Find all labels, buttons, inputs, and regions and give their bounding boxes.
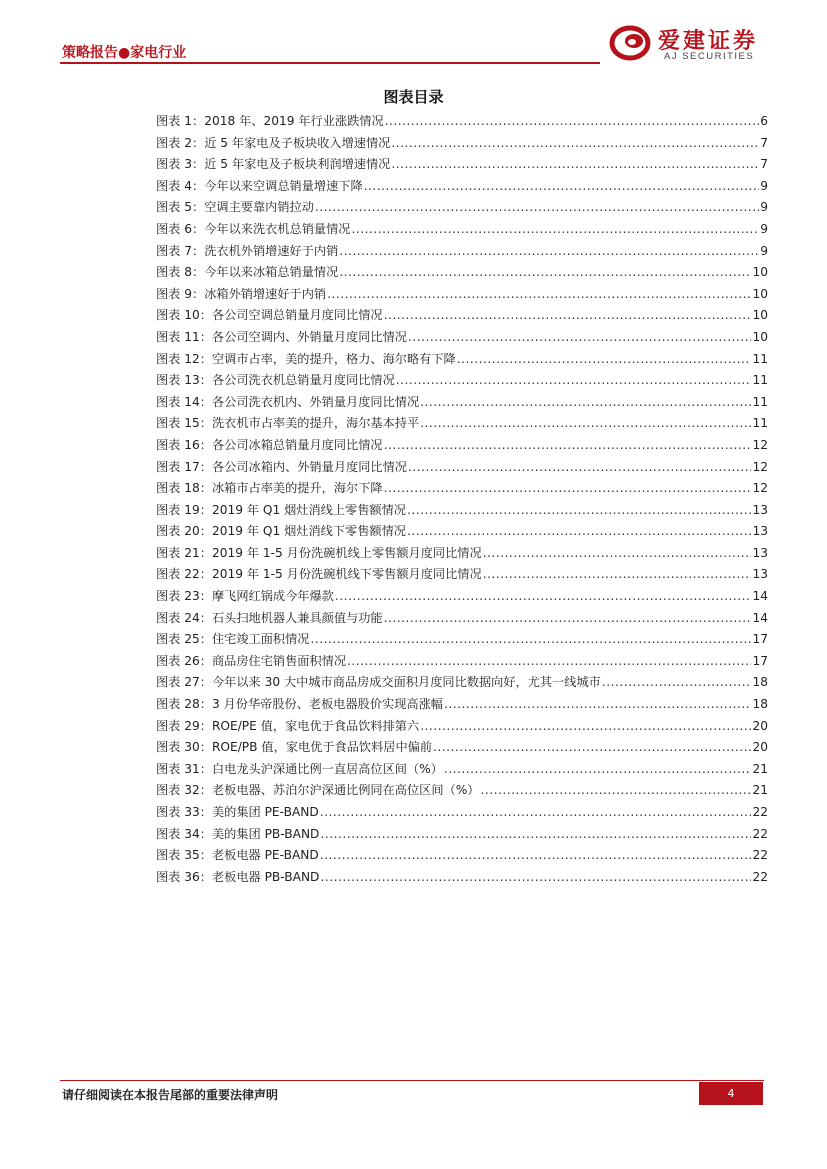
toc-entry-page: 9 — [760, 221, 768, 236]
toc-entry-page: 22 — [752, 826, 768, 841]
toc-leader-dots — [335, 586, 752, 608]
toc-entry[interactable] — [156, 543, 768, 565]
toc-leader-dots — [408, 457, 752, 479]
toc-entry-label: 图表 13：各公司洗衣机总销量月度同比情况 — [156, 373, 395, 388]
toc-leader-dots — [407, 500, 751, 522]
toc-entry-label: 图表 3：近 5 年家电及子板块利润增速情况 — [156, 157, 391, 172]
toc-entry-page: 9 — [760, 243, 768, 258]
toc-entry-page: 7 — [760, 157, 768, 172]
toc-leader-dots — [339, 241, 759, 263]
logo-name-en: AJ SECURITIES — [664, 51, 755, 62]
toc-entry-page: 13 — [752, 545, 768, 560]
toc-leader-dots — [339, 262, 751, 284]
toc-entry-page: 12 — [752, 437, 768, 452]
toc-leader-dots — [407, 521, 751, 543]
toc-entry-label: 图表 4：今年以来空调总销量增速下降 — [156, 178, 363, 193]
toc-leader-dots — [315, 197, 759, 219]
toc-entry[interactable] — [156, 500, 768, 522]
toc-entry-page: 7 — [760, 135, 768, 150]
toc-leader-dots — [444, 694, 752, 716]
toc-leader-dots — [457, 349, 752, 371]
toc-entry-label: 图表 12：空调市占率，美的提升，格力、海尔略有下降 — [156, 351, 456, 366]
toc-entry-page: 22 — [752, 869, 768, 884]
toc-entry[interactable] — [156, 262, 768, 284]
toc-entry[interactable] — [156, 111, 768, 133]
report-type: 策略报告●家电行业 — [62, 45, 187, 61]
toc-list — [156, 111, 768, 888]
toc-entry-page: 21 — [752, 783, 768, 798]
toc-entry-label: 图表 25：住宅竣工面积情况 — [156, 632, 310, 647]
toc-leader-dots — [483, 564, 752, 586]
toc-entry[interactable] — [156, 586, 768, 608]
toc-entry-page: 13 — [752, 524, 768, 539]
toc-leader-dots — [327, 284, 751, 306]
toc-entry[interactable] — [156, 284, 768, 306]
toc-entry[interactable] — [156, 845, 768, 867]
toc-entry-page: 21 — [752, 761, 768, 776]
toc-entry[interactable] — [156, 219, 768, 241]
toc-entry[interactable] — [156, 759, 768, 781]
toc-leader-dots — [420, 392, 751, 414]
toc-entry-label: 图表 36：老板电器 PB-BAND — [156, 869, 320, 884]
toc-entry-label: 图表 23：摩飞网红锅成今年爆款 — [156, 589, 334, 604]
toc-leader-dots — [444, 759, 752, 781]
toc-entry-label: 图表 27：今年以来 30 大中城市商品房成交面积月度同比数据向好，尤其一线城市 — [156, 675, 601, 690]
toc-entry-label: 图表 17：各公司冰箱内、外销量月度同比情况 — [156, 459, 407, 474]
toc-entry-page: 20 — [752, 718, 768, 733]
footer-divider — [60, 1080, 764, 1081]
toc-entry[interactable] — [156, 629, 768, 651]
toc-entry[interactable] — [156, 780, 768, 802]
toc-entry[interactable] — [156, 478, 768, 500]
toc-entry-page: 11 — [752, 351, 768, 366]
toc-entry[interactable] — [156, 133, 768, 155]
toc-entry-label: 图表 8：今年以来冰箱总销量情况 — [156, 265, 339, 280]
toc-leader-dots — [384, 608, 752, 630]
toc-entry[interactable] — [156, 349, 768, 371]
toc-entry[interactable] — [156, 197, 768, 219]
toc-entry[interactable] — [156, 413, 768, 435]
toc-entry-page: 17 — [752, 632, 768, 647]
toc-entry-label: 图表 34：美的集团 PB-BAND — [156, 826, 320, 841]
toc-entry-page: 14 — [752, 589, 768, 604]
toc-leader-dots — [384, 478, 752, 500]
toc-entry-page: 10 — [752, 286, 768, 301]
toc-leader-dots — [384, 305, 752, 327]
toc-entry-page: 9 — [760, 178, 768, 193]
toc-entry-page: 17 — [752, 653, 768, 668]
toc-entry-page: 18 — [752, 697, 768, 712]
toc-leader-dots — [364, 176, 759, 198]
toc-leader-dots — [480, 780, 751, 802]
toc-entry-page: 22 — [752, 805, 768, 819]
toc-leader-dots — [483, 543, 752, 565]
toc-title: 图表目录 — [383, 88, 444, 106]
toc-leader-dots — [408, 327, 752, 349]
toc-entry-label: 图表 33：美的集团 PE-BAND — [156, 805, 319, 819]
toc-entry[interactable] — [156, 608, 768, 630]
toc-leader-dots — [310, 629, 751, 651]
toc-entry-label: 图表 29：ROE/PE 值，家电优于食品饮料排第六 — [156, 718, 420, 733]
toc-entry-label: 图表 28：3 月份华帝股份、老板电器股价实现高涨幅 — [156, 697, 443, 712]
toc-entry[interactable] — [156, 737, 768, 759]
toc-entry-page: 6 — [760, 114, 768, 128]
toc-entry-label: 图表 1：2018 年、2019 年行业涨跌情况 — [156, 114, 384, 128]
toc-entry-label: 图表 30：ROE/PB 值，家电优于食品饮料居中偏前 — [156, 740, 433, 755]
footer-disclaimer: 请仔细阅读在本报告尾部的重要法律声明 — [62, 1088, 279, 1102]
toc-entry-label: 图表 20：2019 年 Q1 烟灶消线下零售额情况 — [156, 524, 406, 539]
toc-entry[interactable] — [156, 327, 768, 349]
toc-entry-page: 9 — [760, 200, 768, 215]
toc-entry[interactable] — [156, 435, 768, 457]
toc-entry-label: 图表 6：今年以来洗衣机总销量情况 — [156, 221, 351, 236]
toc-entry[interactable] — [156, 457, 768, 479]
toc-entry-label: 图表 5：空调主要靠内销拉动 — [156, 200, 314, 215]
toc-leader-dots — [602, 672, 752, 694]
toc-entry-page: 10 — [752, 308, 768, 323]
toc-entry-page: 11 — [752, 373, 768, 388]
toc-entry-page: 12 — [752, 459, 768, 474]
toc-entry[interactable] — [156, 241, 768, 263]
toc-leader-dots — [385, 111, 759, 133]
toc-entry-label: 图表 19：2019 年 Q1 烟灶消线上零售额情况 — [156, 502, 406, 517]
toc-entry-label: 图表 14：各公司洗衣机内、外销量月度同比情况 — [156, 394, 420, 409]
toc-leader-dots — [320, 802, 752, 824]
toc-entry[interactable] — [156, 824, 768, 846]
toc-entry-label: 图表 11：各公司空调内、外销量月度同比情况 — [156, 329, 407, 344]
toc-leader-dots — [351, 219, 759, 241]
toc-entry[interactable] — [156, 867, 768, 889]
toc-entry[interactable] — [156, 651, 768, 673]
toc-leader-dots — [320, 824, 751, 846]
page-number: 4 — [699, 1082, 763, 1105]
toc-leader-dots — [420, 716, 751, 738]
toc-entry-label: 图表 16：各公司冰箱总销量月度同比情况 — [156, 437, 383, 452]
toc-entry-page: 12 — [752, 481, 768, 496]
toc-leader-dots — [384, 435, 752, 457]
toc-entry[interactable] — [156, 694, 768, 716]
toc-entry-page: 11 — [752, 394, 768, 409]
toc-entry[interactable] — [156, 370, 768, 392]
toc-entry-label: 图表 9：冰箱外销增速好于内销 — [156, 286, 327, 301]
toc-entry-page: 10 — [752, 265, 768, 280]
header-divider — [60, 62, 600, 64]
toc-entry-page: 18 — [752, 675, 768, 690]
toc-leader-dots — [320, 845, 752, 867]
toc-entry-label: 图表 21：2019 年 1-5 月份洗碗机线上零售额月度同比情况 — [156, 545, 482, 560]
toc-leader-dots — [433, 737, 751, 759]
toc-leader-dots — [420, 413, 751, 435]
toc-entry[interactable] — [156, 802, 768, 824]
toc-leader-dots — [391, 133, 759, 155]
toc-entry-label: 图表 2：近 5 年家电及子板块收入增速情况 — [156, 135, 391, 150]
logo-name-cn: 爱建证券 — [658, 28, 759, 54]
toc-entry-label: 图表 26：商品房住宅销售面积情况 — [156, 653, 347, 668]
toc-entry-label: 图表 15：洗衣机市占率美的提升，海尔基本持平 — [156, 416, 420, 431]
toc-entry-label: 图表 31：白电龙头沪深通比例一直居高位区间（%） — [156, 761, 443, 776]
toc-entry[interactable] — [156, 176, 768, 198]
toc-entry[interactable] — [156, 716, 768, 738]
toc-entry[interactable] — [156, 564, 768, 586]
toc-entry[interactable] — [156, 672, 768, 694]
toc-entry-page: 10 — [752, 329, 768, 344]
toc-entry-page: 20 — [752, 740, 768, 755]
toc-entry-page: 13 — [752, 502, 768, 517]
toc-entry[interactable] — [156, 521, 768, 543]
toc-entry[interactable] — [156, 154, 768, 176]
toc-entry-label: 图表 35：老板电器 PE-BAND — [156, 848, 319, 863]
toc-entry-label: 图表 7：洗衣机外销增速好于内销 — [156, 243, 339, 258]
toc-entry-page: 22 — [752, 848, 768, 863]
toc-entry-page: 14 — [752, 610, 768, 625]
toc-entry-label: 图表 24：石头扫地机器人兼具颜值与功能 — [156, 610, 383, 625]
toc-entry-label: 图表 18：冰箱市占率美的提升，海尔下降 — [156, 481, 383, 496]
toc-leader-dots — [396, 370, 752, 392]
toc-entry-page: 13 — [752, 567, 768, 582]
logo-mark-icon — [608, 22, 656, 64]
toc-entry[interactable] — [156, 305, 768, 327]
toc-leader-dots — [347, 651, 751, 673]
toc-leader-dots — [320, 867, 751, 889]
toc-entry-label: 图表 10：各公司空调总销量月度同比情况 — [156, 308, 383, 323]
toc-leader-dots — [391, 154, 759, 176]
toc-entry-label: 图表 22：2019 年 1-5 月份洗碗机线下零售额月度同比情况 — [156, 567, 482, 582]
company-logo — [608, 22, 778, 64]
toc-entry-page: 11 — [752, 416, 768, 431]
toc-entry-label: 图表 32：老板电器、苏泊尔沪深通比例同在高位区间（%） — [156, 783, 480, 798]
toc-entry[interactable] — [156, 392, 768, 414]
